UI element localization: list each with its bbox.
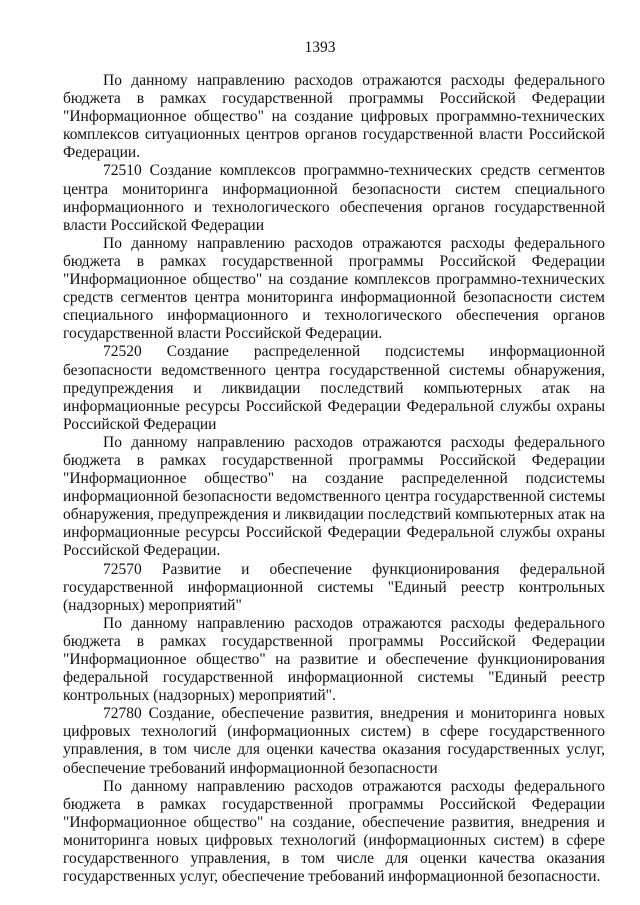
paragraph-code-heading: 72520 Создание распределенной подсистемы информационной безопасности ведомственного центра государственной системы обнаружения, предупреждения и ликвидации последствий компьютерных атак на информационные ресурсы Российской Федерации Федеральной службы охраны Российской Федерации bbox=[63, 343, 605, 433]
paragraph-code-heading: 72570 Развитие и обеспечение функционирования федеральной государственной информационной системы "Единый реестр контрольных (надзорных) мероприятий" bbox=[63, 560, 605, 614]
paragraph-description: По данному направлению расходов отражаются расходы федерального бюджета в рамках государственной программы Российской Федерации "Информационное общество" на создание цифровых программно-технических комплексов ситуационных центров органов государственной власти Российской Федерации. bbox=[63, 72, 605, 162]
paragraph-code-heading: 72780 Создание, обеспечение развития, внедрения и мониторинга новых цифровых технологий (информационных систем) в сфере государственного управления, в том числе для оценки качества оказания государственных услуг, обеспечение требований информационной безопасности bbox=[63, 705, 605, 777]
document-body bbox=[63, 72, 605, 886]
paragraph-description: По данному направлению расходов отражаются расходы федерального бюджета в рамках государственной программы Российской Федерации "Информационное общество" на создание, обеспечение развития, внедрения и мониторинга новых цифровых технологий (информационных систем) в сфере государственного управления, в том числе для оценки качества оказания государственных услуг, обеспечение требований информационной безопасности. bbox=[63, 777, 605, 886]
paragraph-description: По данному направлению расходов отражаются расходы федерального бюджета в рамках государственной программы Российской Федерации "Информационное общество" на развитие и обеспечение функционирования федеральной государственной информационной системы "Единый реестр контрольных (надзорных) мероприятий". bbox=[63, 614, 605, 705]
paragraph-description: По данному направлению расходов отражаются расходы федерального бюджета в рамках государственной программы Российской Федерации "Информационное общество" на создание комплексов программно-технических средств сегментов центра мониторинга информационной безопасности систем специального информационного и технологического обеспечения органов государственной власти Российской Федерации. bbox=[63, 234, 605, 343]
paragraph-description: По данному направлению расходов отражаются расходы федерального бюджета в рамках государственной программы Российской Федерации "Информационное общество" на создание распределенной подсистемы информационной безопасности ведомственного центра государственной системы обнаружения, предупреждения и ликвидации последствий компьютерных атак на информационные ресурсы Российской Федерации Федеральной службы охраны Российской Федерации. bbox=[63, 433, 605, 560]
page-number: 1393 bbox=[304, 39, 336, 56]
paragraph-code-heading: 72510 Создание комплексов программно-технических средств сегментов центра мониторинга информационной безопасности систем специального информационного и технологического обеспечения органов государственной власти Российской Федерации bbox=[63, 162, 605, 234]
